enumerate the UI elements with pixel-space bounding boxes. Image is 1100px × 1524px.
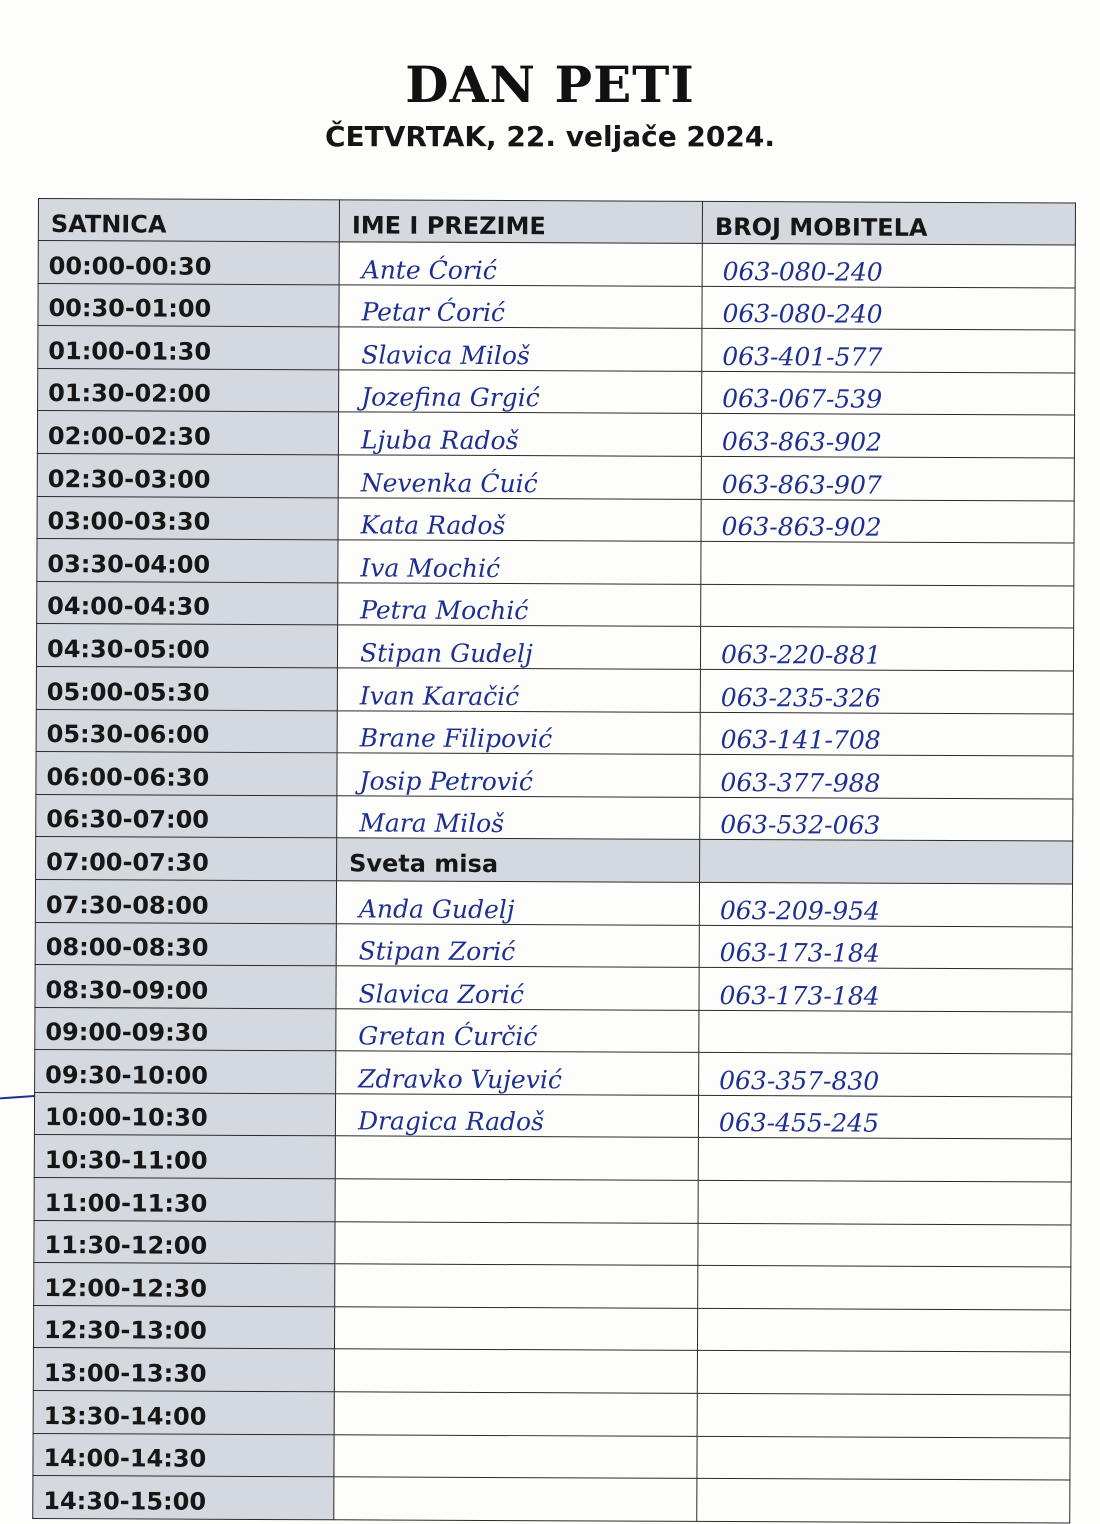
name-cell: Dragica Radoš — [335, 1094, 698, 1138]
table-row — [35, 879, 1072, 926]
time-slot-cell: 00:00-00:30 — [38, 241, 339, 285]
phone-cell: 063-209-954 — [699, 882, 1072, 926]
time-slot-cell: 00:30-01:00 — [38, 283, 339, 327]
table-row — [34, 1220, 1071, 1267]
name-cell — [335, 1264, 698, 1308]
table-row — [33, 1391, 1070, 1438]
name-cell — [335, 1136, 698, 1180]
name-cell: Zdravko Vujević — [336, 1051, 699, 1095]
name-cell — [334, 1349, 697, 1393]
name-cell — [334, 1392, 697, 1436]
phone-cell: 063-863-907 — [701, 456, 1074, 500]
table-row — [34, 1178, 1071, 1225]
name-cell: Stipan Zorić — [336, 923, 699, 967]
mass-label-cell: Sveta misa — [337, 838, 700, 882]
phone-cell — [699, 1010, 1072, 1054]
time-slot-cell: 11:30-12:00 — [34, 1220, 335, 1264]
phone-cell: 063-235-326 — [700, 669, 1073, 713]
time-slot-cell: 05:30-06:00 — [36, 709, 337, 753]
table-row — [36, 837, 1073, 884]
table-row — [38, 241, 1075, 288]
phone-cell: 063-532-063 — [700, 797, 1073, 841]
time-slot-cell: 04:30-05:00 — [36, 624, 337, 668]
phone-cell: 063-141-708 — [700, 712, 1073, 756]
name-cell: Slavica Miloš — [339, 327, 702, 371]
time-slot-cell: 08:00-08:30 — [35, 922, 336, 966]
table-row — [33, 1476, 1070, 1523]
table-row — [35, 1007, 1072, 1054]
phone-cell: 063-220-881 — [700, 627, 1073, 671]
phone-cell: 063-080-240 — [702, 286, 1075, 330]
time-slot-cell: 09:00-09:30 — [35, 1007, 336, 1051]
table-row — [34, 1263, 1071, 1310]
table-row — [35, 922, 1072, 969]
table-row — [37, 411, 1074, 458]
name-cell: Iva Mochić — [338, 540, 701, 584]
table-row — [37, 581, 1074, 628]
phone-cell — [701, 584, 1074, 628]
name-cell: Jozefina Grgić — [339, 370, 702, 414]
time-slot-cell: 01:30-02:00 — [38, 368, 339, 412]
time-slot-cell: 08:30-09:00 — [35, 965, 336, 1009]
name-cell: Stipan Gudelj — [337, 625, 700, 669]
phone-cell: 063-067-539 — [702, 371, 1075, 415]
table-row — [33, 1305, 1070, 1352]
time-slot-cell: 13:00-13:30 — [33, 1348, 334, 1392]
phone-cell — [697, 1436, 1070, 1480]
name-cell — [334, 1434, 697, 1478]
table-row — [35, 1050, 1072, 1097]
table-row — [38, 283, 1075, 330]
name-cell: Brane Filipović — [337, 710, 700, 754]
table-row — [36, 794, 1073, 841]
name-cell: Mara Miloš — [337, 796, 700, 840]
table-row — [36, 752, 1073, 799]
column-header-time: SATNICA — [38, 199, 339, 242]
phone-cell — [698, 1180, 1071, 1224]
name-cell: Ljuba Radoš — [338, 412, 701, 456]
name-cell: Kata Radoš — [338, 497, 701, 541]
phone-cell — [700, 840, 1073, 884]
name-cell: Nevenka Ćuić — [338, 455, 701, 499]
time-slot-cell: 05:00-05:30 — [36, 666, 337, 710]
name-cell: Petar Ćorić — [339, 284, 702, 328]
table-row — [34, 1092, 1071, 1139]
time-slot-cell: 04:00-04:30 — [37, 581, 338, 625]
name-cell: Josip Petrović — [337, 753, 700, 797]
phone-cell: 063-863-902 — [701, 414, 1074, 458]
time-slot-cell: 02:30-03:00 — [37, 453, 338, 497]
table-row — [33, 1348, 1070, 1395]
name-cell: Ivan Karačić — [337, 668, 700, 712]
time-slot-cell: 06:30-07:00 — [36, 794, 337, 838]
table-row — [37, 539, 1074, 586]
phone-cell: 063-357-830 — [699, 1053, 1072, 1097]
table-row — [36, 624, 1073, 671]
name-cell: Gretan Ćurčić — [336, 1008, 699, 1052]
time-slot-cell: 01:00-01:30 — [38, 326, 339, 370]
time-slot-cell: 06:00-06:30 — [36, 752, 337, 796]
table-row — [37, 496, 1074, 543]
name-cell — [334, 1477, 697, 1521]
time-slot-cell: 09:30-10:00 — [35, 1050, 336, 1094]
time-slot-cell: 12:30-13:00 — [33, 1305, 334, 1349]
table-row — [36, 666, 1073, 713]
phone-cell — [697, 1393, 1070, 1437]
name-cell: Petra Mochić — [338, 583, 701, 627]
phone-cell — [697, 1479, 1070, 1523]
column-header-phone: BROJ MOBITELA — [702, 201, 1075, 245]
time-slot-cell: 13:30-14:00 — [33, 1391, 334, 1435]
phone-cell — [698, 1266, 1071, 1310]
table-row — [38, 326, 1075, 373]
phone-cell: 063-377-988 — [700, 755, 1073, 799]
name-cell: Slavica Zorić — [336, 966, 699, 1010]
time-slot-cell: 07:30-08:00 — [35, 879, 336, 923]
phone-cell — [701, 542, 1074, 586]
schedule-table — [32, 198, 1076, 1523]
time-slot-cell: 10:00-10:30 — [34, 1092, 335, 1136]
name-cell — [335, 1179, 698, 1223]
table-row — [38, 368, 1075, 415]
table-row — [35, 965, 1072, 1012]
phone-cell — [697, 1351, 1070, 1395]
phone-cell: 063-080-240 — [702, 243, 1075, 287]
time-slot-cell: 02:00-02:30 — [37, 411, 338, 455]
column-header-name: IME I PREZIME — [339, 200, 702, 244]
phone-cell: 063-173-184 — [699, 925, 1072, 969]
name-cell — [334, 1307, 697, 1351]
time-slot-cell: 03:00-03:30 — [37, 496, 338, 540]
table-row — [37, 453, 1074, 500]
schedule-rows — [33, 241, 1076, 1523]
page-title: DAN PETI — [405, 55, 695, 114]
phone-cell: 063-455-245 — [698, 1095, 1071, 1139]
time-slot-cell: 07:00-07:30 — [36, 837, 337, 881]
table-header-row — [38, 199, 1075, 246]
time-slot-cell: 14:00-14:30 — [33, 1433, 334, 1477]
time-slot-cell: 10:30-11:00 — [34, 1135, 335, 1179]
phone-cell — [698, 1138, 1071, 1182]
table-row — [34, 1135, 1071, 1182]
table-row — [36, 709, 1073, 756]
phone-cell: 063-173-184 — [699, 967, 1072, 1011]
phone-cell: 063-863-902 — [701, 499, 1074, 543]
time-slot-cell: 14:30-15:00 — [33, 1476, 334, 1520]
time-slot-cell: 12:00-12:30 — [34, 1263, 335, 1307]
phone-cell: 063-401-577 — [702, 329, 1075, 373]
schedule-sheet — [32, 198, 1075, 1523]
time-slot-cell: 03:30-04:00 — [37, 539, 338, 583]
phone-cell — [698, 1223, 1071, 1267]
phone-cell — [697, 1308, 1070, 1352]
time-slot-cell: 11:00-11:30 — [34, 1178, 335, 1222]
name-cell: Ante Ćorić — [339, 242, 702, 286]
page-subtitle-date: ČETVRTAK, 22. veljače 2024. — [324, 120, 775, 153]
name-cell — [335, 1221, 698, 1265]
name-cell: Anda Gudelj — [336, 881, 699, 925]
table-row — [33, 1433, 1070, 1480]
